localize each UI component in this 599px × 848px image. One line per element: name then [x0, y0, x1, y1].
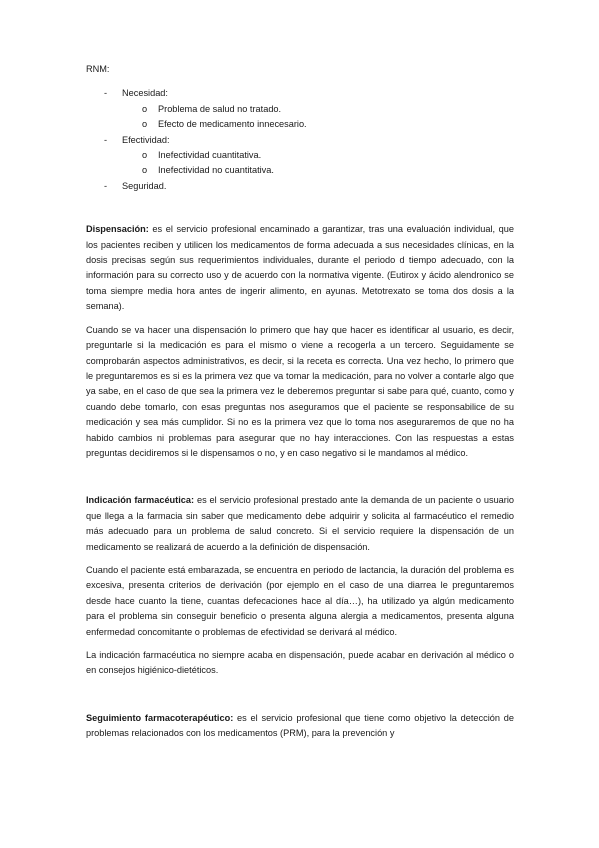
sub-list-item-label: Efecto de medicamento innecesario. [158, 119, 307, 130]
dispensacion-paragraph: Cuando se va hacer una dispensación lo primero que hay que hacer es identificar al usuario, es decir, preguntarle si la medicación es para el mismo o viene a recogerla a un tercero. Seguidamente se comprobarán aspectos administrativos, es decir, si la receta es correcta. Una vez hecho, lo primero que le preguntaremos es si es la primera vez que va tomar la medicación, para no volver a contarle algo que ya sabe, en el caso de que sea la primera vez le deberemos preguntar si sabe para qué, cuanto, como y cuando debe tomarlo, con esas preguntas nos aseguramos que el paciente se responsabilice de su medicación y sea más cumplidor. Si no es la primera vez que lo toma nos aseguraremos de que no ha habido cambios ni problemas para asegurar que no hay interacciones. Con las respuestas a estas preguntas decidiremos si le dispensamos o no, y en caso negativo si le mandamos al médico. [86, 324, 514, 458]
seguimiento-definition [86, 711, 514, 742]
sub-list-item [122, 148, 514, 163]
indicacion-paragraph: Cuando el paciente está embarazada, se encuentra en periodo de lactancia, la duración del problema es excesiva, presenta criterios de derivación (por ejemplo en el caso de una diarrea le preguntaremos desde hace cuanto la tiene, cuantas defecaciones hace al día…), ha utilizado ya algún medicamento para el problema sin conseguir beneficio o presenta alguna alergia a medicamentos, presenta alguna enfermedad concomitante o problemas de efectividad se derivará al médico. [86, 564, 514, 637]
dash-bullet: - [104, 180, 108, 191]
seguimiento-term: Seguimiento farmacoterapéutico: [86, 712, 234, 723]
list-item [86, 133, 514, 179]
list-item-label: Seguridad. [122, 180, 167, 191]
rnm-heading: RNM: [86, 64, 110, 74]
dash-bullet: - [104, 88, 108, 99]
document-content [86, 62, 514, 750]
list-item [86, 86, 514, 132]
list-item [86, 179, 514, 194]
indicacion-definition [86, 493, 514, 555]
circle-bullet: o [142, 150, 148, 161]
rnm-list [86, 86, 514, 194]
spacer [86, 687, 514, 711]
spacer [86, 469, 514, 493]
circle-bullet: o [142, 119, 148, 130]
list-item-label: Efectividad: [122, 134, 170, 145]
circle-bullet: o [142, 103, 148, 114]
dash-bullet: - [104, 134, 108, 145]
dispensacion-definition [86, 222, 514, 314]
sub-list-item-label: Problema de salud no tratado. [158, 103, 282, 114]
circle-bullet: o [142, 165, 148, 176]
indicacion-def-text: es el servicio profesional prestado ante la demanda de un paciente o usuario que llega a la farmacia sin saber que medicamento debe adquirir y solicita al farmacéutico el remedio más adecuado para un problema de salud concreto. Si el servicio requiere la dispensación de un medicamento se realizará de acuerdo a la definición de dispensación. [86, 495, 514, 552]
list-item-label: Necesidad: [122, 88, 168, 99]
sub-list-item [122, 102, 514, 117]
sub-list-item [122, 163, 514, 178]
spacer [86, 194, 514, 222]
sub-list [122, 102, 514, 133]
indicacion-paragraph-2: La indicación farmacéutica no siempre acaba en dispensación, puede acabar en derivación al médico o en consejos higiénico-dietéticos. [86, 650, 514, 676]
sub-list-item-label: Inefectividad cuantitativa. [158, 150, 262, 161]
seguimiento-def-text: es el servicio profesional que tiene como objetivo la detección de problemas relacionados con los medicamentos (PRM), para la prevención y [86, 712, 514, 739]
dispensacion-term: Dispensación: [86, 224, 149, 235]
sub-list [122, 148, 514, 179]
indicacion-term: Indicación farmacéutica: [86, 495, 195, 506]
dispensacion-def-text: es el servicio profesional encaminado a garantizar, tras una evaluación individual, que los pacientes reciben y utilicen los medicamentos de forma adecuada a sus necesidades clínicas, en la dosis precisas según sus requerimientos individuales, durante el periodo d tiempo adecuado, con la información para su correcto uso y de acuerdo con la normativa vigente. (Eutirox y ácido alendronico se toma siempre media hora antes de ingerir alimento, en ayunas. Metotrexato se toma dos dosis a la semana). [86, 224, 514, 312]
sub-list-item-label: Inefectividad no cuantitativa. [158, 165, 274, 176]
sub-list-item [122, 117, 514, 132]
